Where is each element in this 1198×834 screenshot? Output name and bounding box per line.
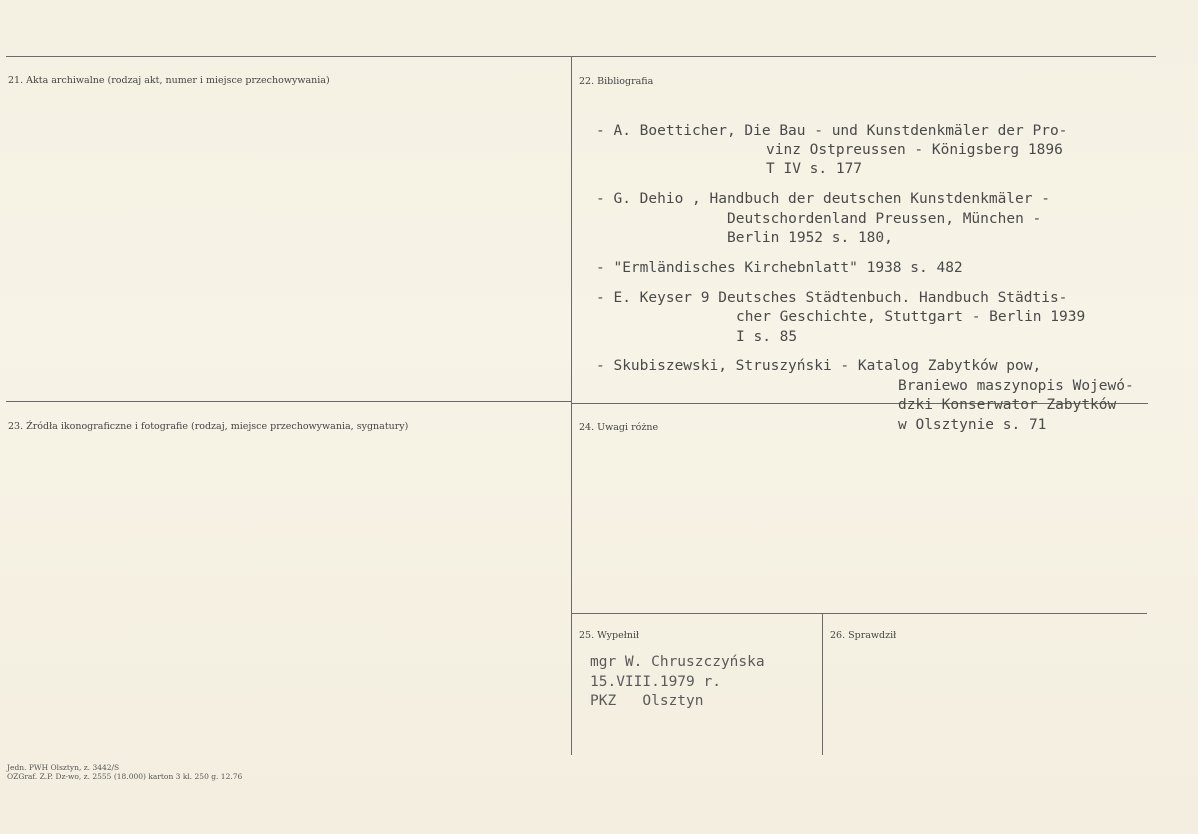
filled-by-date: 15.VIII.1979 r.	[590, 674, 721, 690]
bib-4-line-2: cher Geschichte, Stuttgart - Berlin 1939	[736, 309, 1086, 325]
bib-2-line-2: Deutschordenland Preussen, München -	[727, 211, 1042, 227]
imprint-line-1: Jedn. PWH Olsztyn, z. 3442/S	[7, 763, 120, 772]
field-24-label: 24. Uwagi różne	[579, 422, 659, 433]
field-23-label: 23. Źródła ikonograficzne i fotografie (rodzaj, miejsce przechowywania, sygnatury)	[8, 421, 409, 432]
bib-5-line-3: dzki Konserwator Zabytków	[898, 397, 1117, 413]
field-22-label: 22. Bibliografia	[579, 76, 654, 87]
field-25-label: 25. Wypełnił	[579, 630, 640, 641]
bib-1-line-2: vinz Ostpreussen - Königsberg 1896	[766, 142, 1063, 158]
bib-5-line-1: - Skubiszewski, Struszyński - Katalog Zabytków pow,	[596, 358, 1042, 374]
bib-4-line-3: I s. 85	[736, 329, 798, 345]
filled-by-institution: PKZ Olsztyn	[590, 693, 704, 709]
field-26-label: 26. Sprawdził	[830, 630, 897, 641]
bib-1-line-1: - A. Boetticher, Die Bau - und Kunstdenkmäler der Pro-	[596, 123, 1068, 139]
top-rule	[6, 56, 1156, 57]
bib-2-line-3: Berlin 1952 s. 180,	[727, 230, 893, 246]
signature-divider	[822, 613, 823, 755]
mid-rule-left	[6, 401, 571, 402]
bottom-right-rule	[572, 613, 1147, 614]
imprint-line-2: OZGraf. Z.P. Dz-wo, z. 2555 (18.000) karton 3 kl. 250 g. 12.76	[7, 772, 243, 781]
bib-5-line-2: Braniewo maszynopis Wojewó-	[898, 378, 1134, 394]
bib-2-line-1: - G. Dehio , Handbuch der deutschen Kunstdenkmäler -	[596, 191, 1050, 207]
bib-1-line-3: T IV s. 177	[766, 161, 863, 177]
bib-3-line-1: - "Ermländisches Kirchebnlatt" 1938 s. 482	[596, 260, 963, 276]
bib-5-line-4: w Olsztynie s. 71	[898, 417, 1047, 433]
field-21-label: 21. Akta archiwalne (rodzaj akt, numer i miejsce przechowywania)	[8, 75, 330, 86]
center-divider	[571, 57, 572, 755]
bib-4-line-1: - E. Keyser 9 Deutsches Städtenbuch. Handbuch Städtis-	[596, 290, 1068, 306]
filled-by-name: mgr W. Chruszczyńska	[590, 654, 765, 670]
